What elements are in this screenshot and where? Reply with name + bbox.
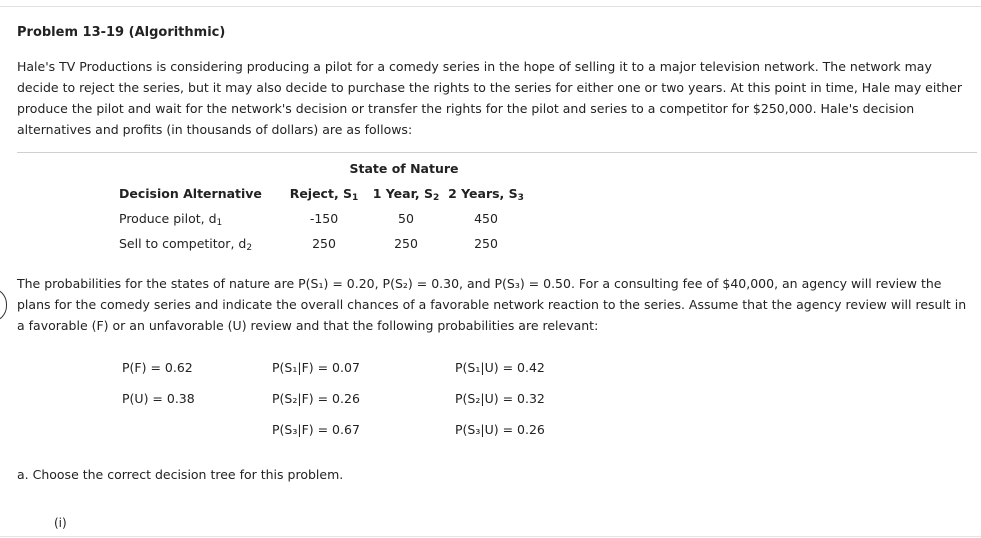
payoff-d2-s3: 250 bbox=[474, 236, 498, 251]
payoff-d2-s2: 250 bbox=[394, 236, 418, 251]
problem-title: Problem 13-19 (Algorithmic) bbox=[17, 25, 226, 40]
decision-alternative-header: Decision Alternative bbox=[119, 186, 262, 201]
section-divider bbox=[17, 152, 977, 153]
question-a: a. Choose the correct decision tree for this problem. bbox=[17, 467, 344, 482]
prob-s2-given-f: P(S₂|F) = 0.26 bbox=[272, 391, 360, 406]
collapse-arc-handle[interactable] bbox=[0, 288, 7, 322]
top-divider bbox=[0, 6, 981, 7]
prob-s1-given-f: P(S₁|F) = 0.07 bbox=[272, 360, 360, 375]
problem-intro: Hale's TV Productions is considering producing a pilot for a comedy series in the hope of selling it to a major television network. The network may decide to reject the series, but it may also decide to purchase the rights to the series for either one or two years. At this point in time, Hale may either produce the pilot and wait for the network's decision or transfer the rights for the pilot and series to a competitor for $250,000. Hale's decision alternatives and profits (in thousands of dollars) are as follows: bbox=[17, 59, 963, 137]
prob-s1-given-u: P(S₁|U) = 0.42 bbox=[455, 360, 545, 375]
prob-s3-given-f: P(S₃|F) = 0.67 bbox=[272, 422, 360, 437]
state-header-s3: 2 Years, $S_3$ bbox=[448, 186, 524, 203]
payoff-d2-s1: 250 bbox=[312, 236, 336, 251]
state-header-s2: 1 Year, $S_2$ bbox=[372, 186, 440, 203]
prob-s2-given-u: P(S₂|U) = 0.32 bbox=[455, 391, 545, 406]
answer-option-i[interactable]: (i) bbox=[54, 516, 67, 530]
payoff-d1-s3: 450 bbox=[474, 211, 498, 226]
state-of-nature-header: State of Nature bbox=[349, 161, 459, 176]
payoff-d1-s2: 50 bbox=[398, 211, 414, 226]
row-label-produce-pilot: Produce pilot, $d_1$ bbox=[119, 211, 223, 228]
prob-u: P(U) = 0.38 bbox=[122, 391, 195, 406]
state-header-s1: Reject, $S_1$ bbox=[289, 186, 359, 203]
probability-info: The probabilities for the states of nature are P(S₁) = 0.20, P(S₂) = 0.30, and P(S₃) = 0.50. For a consulting fee of $40,000, an agency will review the plans for the comedy series and indicate the overall chances of a favorable network reaction to the series. Assume that the agency review will result in a favorable (F) or an unfavorable (U) review and that the following probabilities are relevant: bbox=[17, 276, 967, 333]
prob-f: P(F) = 0.62 bbox=[122, 360, 193, 375]
row-label-sell-to-competitor: Sell to competitor, $d_2$ bbox=[119, 236, 253, 253]
prob-s3-given-u: P(S₃|U) = 0.26 bbox=[455, 422, 545, 437]
payoff-d1-s1: -150 bbox=[309, 211, 339, 226]
bottom-divider bbox=[0, 536, 981, 537]
